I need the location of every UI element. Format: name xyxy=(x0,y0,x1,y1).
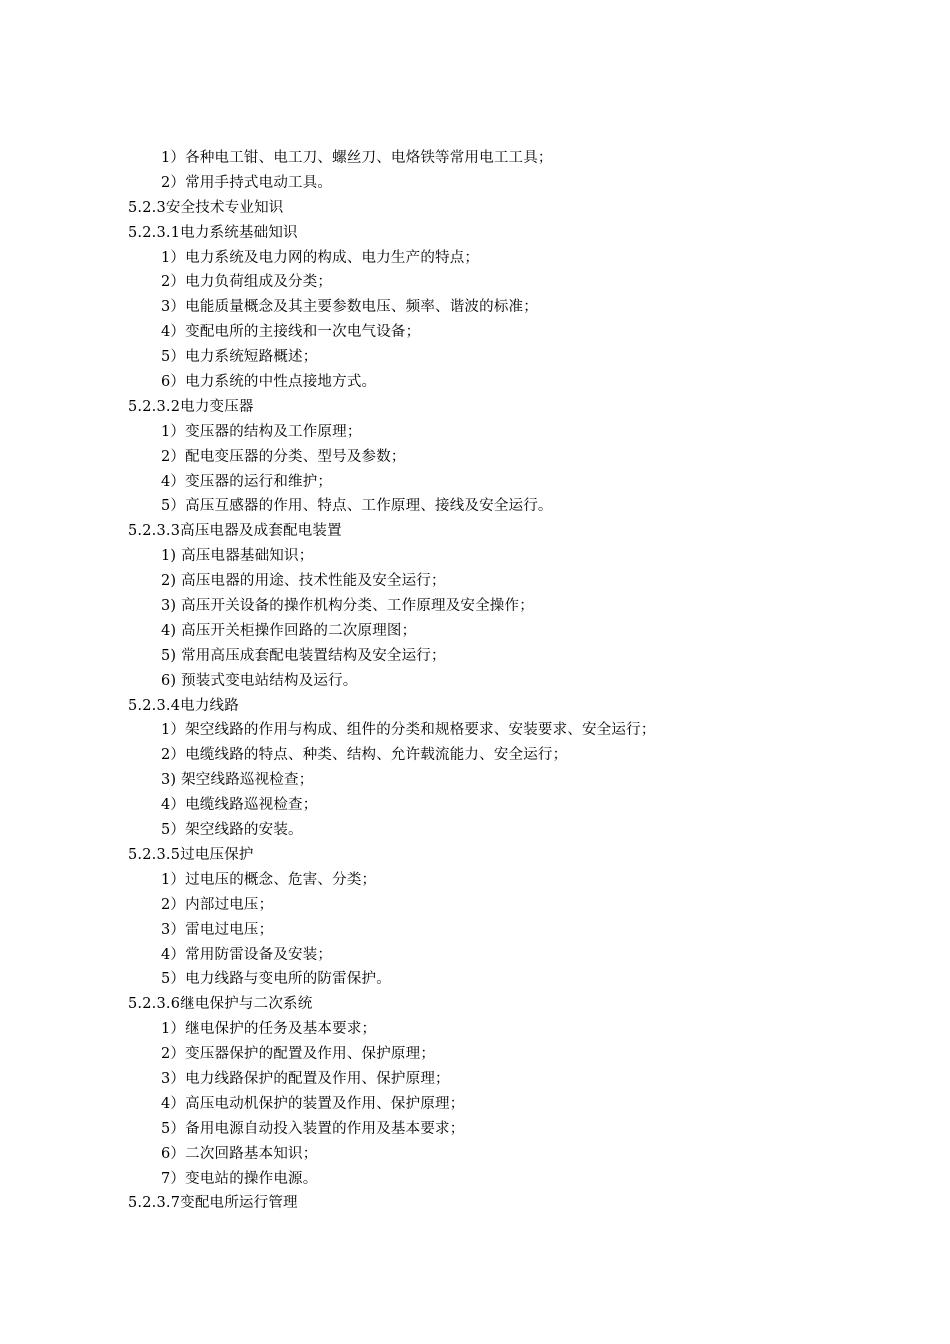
list-item: 2）内部过电压； xyxy=(161,896,274,913)
section-heading: 5.2.3安全技术专业知识 xyxy=(128,199,284,216)
list-item: 2) 高压电器的用途、技术性能及安全运行； xyxy=(161,573,446,590)
list-item: 4）变压器的运行和维护； xyxy=(161,473,333,490)
list-item: 5）电力系统短路概述； xyxy=(161,349,318,366)
list-item: 5）备用电源自动投入装置的作用及基本要求； xyxy=(161,1120,465,1137)
list-item: 1）各种电工钳、电工刀、螺丝刀、电烙铁等常用电工工具； xyxy=(161,150,553,166)
list-item: 4）常用防雷设备及安装； xyxy=(161,946,333,963)
list-item: 3) 架空线路巡视检查； xyxy=(161,772,314,789)
section-heading: 5.2.3.1电力系统基础知识 xyxy=(128,224,298,241)
list-item: 4) 高压开关柜操作回路的二次原理图； xyxy=(161,622,417,639)
list-item: 2）电缆线路的特点、种类、结构、允许载流能力、安全运行； xyxy=(161,747,568,764)
list-item: 1) 高压电器基础知识； xyxy=(161,548,314,565)
list-item: 2）电力负荷组成及分类； xyxy=(161,274,333,291)
list-item: 3）电力线路保护的配置及作用、保护原理； xyxy=(161,1070,450,1087)
section-heading: 5.2.3.3高压电器及成套配电装置 xyxy=(128,523,342,540)
list-item: 1）变压器的结构及工作原理； xyxy=(161,423,362,440)
section-heading: 5.2.3.5过电压保护 xyxy=(128,846,254,863)
list-item: 4）高压电动机保护的装置及作用、保护原理； xyxy=(161,1095,465,1112)
list-item: 6）电力系统的中性点接地方式。 xyxy=(161,374,377,391)
list-item: 7）变电站的操作电源。 xyxy=(161,1170,318,1187)
list-item: 3）电能质量概念及其主要参数电压、频率、谐波的标准； xyxy=(161,299,538,316)
list-item: 5）架空线路的安装。 xyxy=(161,822,303,839)
list-item: 6) 预装式变电站结构及运行。 xyxy=(161,672,358,689)
list-item: 2）常用手持式电动工具。 xyxy=(161,174,333,191)
list-item: 2）配电变压器的分类、型号及参数； xyxy=(161,448,406,465)
section-heading: 5.2.3.6继电保护与二次系统 xyxy=(128,996,313,1013)
section-heading: 5.2.3.4电力线路 xyxy=(128,697,239,714)
list-item: 1）电力系统及电力网的构成、电力生产的特点； xyxy=(161,249,480,266)
list-item: 4）电缆线路巡视检查； xyxy=(161,797,318,814)
list-item: 6）二次回路基本知识； xyxy=(161,1145,318,1162)
list-item: 3）雷电过电压； xyxy=(161,921,274,938)
list-item: 5）高压互感器的作用、特点、工作原理、接线及安全运行。 xyxy=(161,498,553,515)
list-item: 5）电力线路与变电所的防雷保护。 xyxy=(161,971,391,988)
section-heading: 5.2.3.7变配电所运行管理 xyxy=(128,1195,298,1212)
list-item: 3) 高压开关设备的操作机构分类、工作原理及安全操作； xyxy=(161,598,534,615)
list-item: 1）架空线路的作用与构成、组件的分类和规格要求、安装要求、安全运行； xyxy=(161,722,656,739)
document-page xyxy=(0,146,950,1216)
list-item: 5) 常用高压成套配电装置结构及安全运行； xyxy=(161,647,446,664)
section-heading: 5.2.3.2电力变压器 xyxy=(128,398,254,415)
list-item: 4）变配电所的主接线和一次电气设备； xyxy=(161,324,421,341)
list-item: 2）变压器保护的配置及作用、保护原理； xyxy=(161,1046,436,1063)
list-item: 1）过电压的概念、危害、分类； xyxy=(161,871,377,888)
list-item: 1）继电保护的任务及基本要求； xyxy=(161,1021,377,1038)
